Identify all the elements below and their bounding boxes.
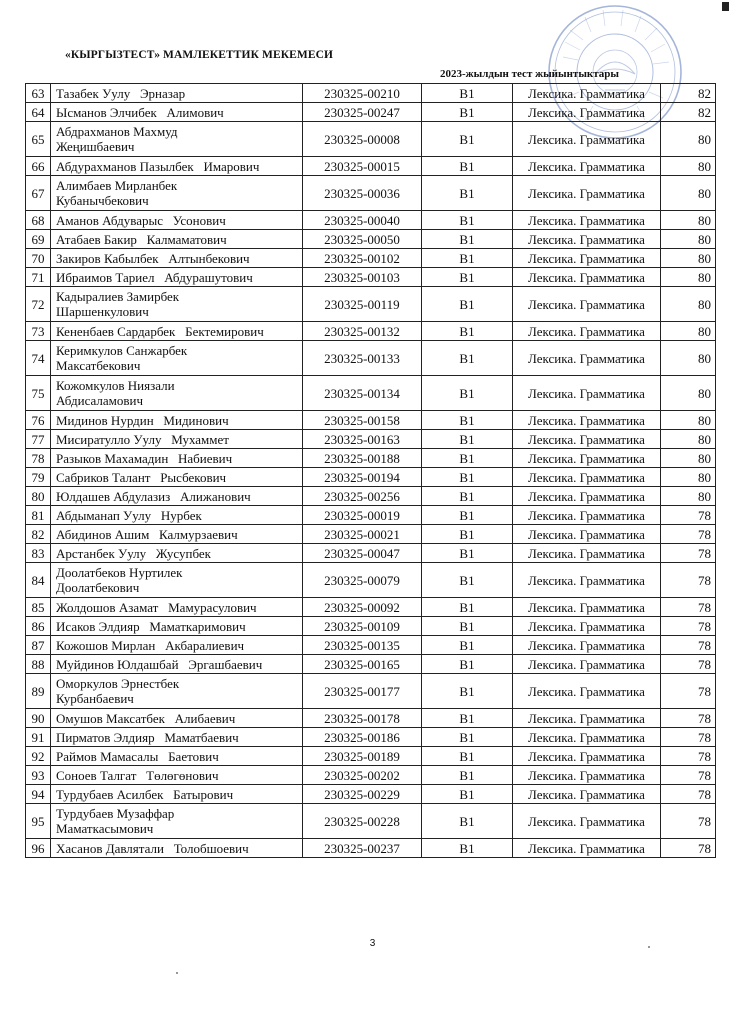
student-name-cell: Разыков Махамадин Набиевич	[51, 449, 303, 468]
score-cell: 80	[661, 322, 716, 341]
student-name-cell: Исаков Элдияр Маматкаримович	[51, 617, 303, 636]
row-number-cell: 92	[26, 747, 51, 766]
student-name-cell: Тазабек Уулу Эрназар	[51, 84, 303, 103]
student-name-cell: Юлдашев Абдулазиз Алижанович	[51, 487, 303, 506]
score-cell: 78	[661, 766, 716, 785]
row-number-cell: 80	[26, 487, 51, 506]
table-row	[26, 563, 716, 598]
student-name-cell: Абдурахманов Пазылбек Имарович	[51, 157, 303, 176]
table-row	[26, 766, 716, 785]
test-section-cell: Лексика. Грамматика	[513, 674, 661, 709]
certificate-code-cell: 230325-00135	[303, 636, 422, 655]
table-row	[26, 249, 716, 268]
certificate-code-cell: 230325-00103	[303, 268, 422, 287]
student-name-cell: Сабриков Талант Рысбекович	[51, 468, 303, 487]
test-section-cell: Лексика. Грамматика	[513, 103, 661, 122]
student-name-cell: Муйдинов Юлдашбай Эргашбаевич	[51, 655, 303, 674]
test-section-cell: Лексика. Грамматика	[513, 449, 661, 468]
level-cell: B1	[422, 322, 513, 341]
score-cell: 80	[661, 430, 716, 449]
level-cell: B1	[422, 176, 513, 211]
test-section-cell: Лексика. Грамматика	[513, 506, 661, 525]
table-row	[26, 211, 716, 230]
level-cell: B1	[422, 709, 513, 728]
table-row	[26, 176, 716, 211]
results-table	[25, 83, 716, 858]
row-number-cell: 94	[26, 785, 51, 804]
score-cell: 80	[661, 211, 716, 230]
score-cell: 80	[661, 468, 716, 487]
row-number-cell: 83	[26, 544, 51, 563]
table-row	[26, 487, 716, 506]
row-number-cell: 66	[26, 157, 51, 176]
score-cell: 78	[661, 709, 716, 728]
table-row	[26, 747, 716, 766]
level-cell: B1	[422, 636, 513, 655]
certificate-code-cell: 230325-00050	[303, 230, 422, 249]
certificate-code-cell: 230325-00163	[303, 430, 422, 449]
test-section-cell: Лексика. Грамматика	[513, 839, 661, 858]
table-row	[26, 411, 716, 430]
level-cell: B1	[422, 506, 513, 525]
score-cell: 78	[661, 728, 716, 747]
level-cell: B1	[422, 211, 513, 230]
student-name-cell: Раймов Мамасалы Баетович	[51, 747, 303, 766]
level-cell: B1	[422, 839, 513, 858]
test-section-cell: Лексика. Грамматика	[513, 636, 661, 655]
test-section-cell: Лексика. Грамматика	[513, 249, 661, 268]
level-cell: B1	[422, 563, 513, 598]
test-section-cell: Лексика. Грамматика	[513, 287, 661, 322]
level-cell: B1	[422, 617, 513, 636]
table-row	[26, 506, 716, 525]
certificate-code-cell: 230325-00119	[303, 287, 422, 322]
test-section-cell: Лексика. Грамматика	[513, 804, 661, 839]
test-section-cell: Лексика. Грамматика	[513, 487, 661, 506]
score-cell: 78	[661, 839, 716, 858]
table-row	[26, 655, 716, 674]
student-name-cell: Турдубаев Асилбек Батырович	[51, 785, 303, 804]
table-row	[26, 268, 716, 287]
results-year-title: 2023-жылдын тест жыйынтыктары	[440, 68, 619, 80]
student-name-cell: Ибраимов Тариел Абдурашутович	[51, 268, 303, 287]
student-name-cell: Алимбаев Мирланбек Кубанычбекович	[51, 176, 303, 211]
organization-title: «КЫРГЫЗТЕСТ» МАМЛЕКЕТТИК МЕКЕМЕСИ	[65, 49, 334, 61]
row-number-cell: 69	[26, 230, 51, 249]
level-cell: B1	[422, 728, 513, 747]
score-cell: 78	[661, 674, 716, 709]
level-cell: B1	[422, 468, 513, 487]
student-name-cell: Аманов Абдуварыс Усонович	[51, 211, 303, 230]
student-name-cell: Атабаев Бакир Калмаматович	[51, 230, 303, 249]
certificate-code-cell: 230325-00247	[303, 103, 422, 122]
score-cell: 80	[661, 230, 716, 249]
score-cell: 78	[661, 563, 716, 598]
table-row	[26, 122, 716, 157]
student-name-cell: Абидинов Ашим Калмурзаевич	[51, 525, 303, 544]
table-row	[26, 376, 716, 411]
row-number-cell: 77	[26, 430, 51, 449]
level-cell: B1	[422, 287, 513, 322]
row-number-cell: 90	[26, 709, 51, 728]
table-row	[26, 287, 716, 322]
test-section-cell: Лексика. Грамматика	[513, 598, 661, 617]
row-number-cell: 87	[26, 636, 51, 655]
table-row	[26, 728, 716, 747]
level-cell: B1	[422, 785, 513, 804]
certificate-code-cell: 230325-00019	[303, 506, 422, 525]
certificate-code-cell: 230325-00228	[303, 804, 422, 839]
student-name-cell: Жолдошов Азамат Мамурасулович	[51, 598, 303, 617]
level-cell: B1	[422, 411, 513, 430]
score-cell: 82	[661, 84, 716, 103]
student-name-cell: Кадыралиев Замирбек Шаршенкулович	[51, 287, 303, 322]
row-number-cell: 96	[26, 839, 51, 858]
test-section-cell: Лексика. Грамматика	[513, 176, 661, 211]
level-cell: B1	[422, 525, 513, 544]
row-number-cell: 81	[26, 506, 51, 525]
row-number-cell: 65	[26, 122, 51, 157]
score-cell: 80	[661, 376, 716, 411]
score-cell: 80	[661, 487, 716, 506]
row-number-cell: 75	[26, 376, 51, 411]
student-name-cell: Арстанбек Уулу Жусупбек	[51, 544, 303, 563]
certificate-code-cell: 230325-00008	[303, 122, 422, 157]
table-row	[26, 785, 716, 804]
certificate-code-cell: 230325-00134	[303, 376, 422, 411]
table-row	[26, 449, 716, 468]
table-row	[26, 84, 716, 103]
row-number-cell: 79	[26, 468, 51, 487]
certificate-code-cell: 230325-00188	[303, 449, 422, 468]
score-cell: 80	[661, 176, 716, 211]
row-number-cell: 86	[26, 617, 51, 636]
test-section-cell: Лексика. Грамматика	[513, 157, 661, 176]
certificate-code-cell: 230325-00079	[303, 563, 422, 598]
student-name-cell: Закиров Кабылбек Алтынбекович	[51, 249, 303, 268]
test-section-cell: Лексика. Грамматика	[513, 84, 661, 103]
certificate-code-cell: 230325-00040	[303, 211, 422, 230]
table-row	[26, 636, 716, 655]
test-section-cell: Лексика. Грамматика	[513, 122, 661, 157]
certificate-code-cell: 230325-00194	[303, 468, 422, 487]
student-name-cell: Кожомкулов Ниязали Абдисаламович	[51, 376, 303, 411]
certificate-code-cell: 230325-00158	[303, 411, 422, 430]
student-name-cell: Кененбаев Сардарбек Бектемирович	[51, 322, 303, 341]
scan-corner-mark	[722, 2, 729, 11]
level-cell: B1	[422, 655, 513, 674]
certificate-code-cell: 230325-00189	[303, 747, 422, 766]
score-cell: 78	[661, 617, 716, 636]
certificate-code-cell: 230325-00229	[303, 785, 422, 804]
score-cell: 80	[661, 449, 716, 468]
student-name-cell: Керимкулов Санжарбек Максатбекович	[51, 341, 303, 376]
certificate-code-cell: 230325-00109	[303, 617, 422, 636]
level-cell: B1	[422, 747, 513, 766]
score-cell: 80	[661, 249, 716, 268]
test-section-cell: Лексика. Грамматика	[513, 430, 661, 449]
test-section-cell: Лексика. Грамматика	[513, 709, 661, 728]
row-number-cell: 70	[26, 249, 51, 268]
score-cell: 78	[661, 544, 716, 563]
score-cell: 78	[661, 525, 716, 544]
scan-speck	[648, 946, 650, 948]
test-section-cell: Лексика. Грамматика	[513, 322, 661, 341]
level-cell: B1	[422, 122, 513, 157]
test-section-cell: Лексика. Грамматика	[513, 211, 661, 230]
table-row	[26, 598, 716, 617]
row-number-cell: 67	[26, 176, 51, 211]
row-number-cell: 68	[26, 211, 51, 230]
row-number-cell: 74	[26, 341, 51, 376]
score-cell: 80	[661, 341, 716, 376]
level-cell: B1	[422, 430, 513, 449]
level-cell: B1	[422, 487, 513, 506]
score-cell: 80	[661, 122, 716, 157]
test-section-cell: Лексика. Грамматика	[513, 785, 661, 804]
student-name-cell: Кожошов Мирлан Акбаралиевич	[51, 636, 303, 655]
level-cell: B1	[422, 766, 513, 785]
row-number-cell: 63	[26, 84, 51, 103]
level-cell: B1	[422, 449, 513, 468]
table-row	[26, 322, 716, 341]
row-number-cell: 78	[26, 449, 51, 468]
certificate-code-cell: 230325-00036	[303, 176, 422, 211]
test-section-cell: Лексика. Грамматика	[513, 655, 661, 674]
test-section-cell: Лексика. Грамматика	[513, 268, 661, 287]
table-row	[26, 430, 716, 449]
level-cell: B1	[422, 84, 513, 103]
test-section-cell: Лексика. Грамматика	[513, 747, 661, 766]
table-row	[26, 804, 716, 839]
table-row	[26, 544, 716, 563]
page-number: 3	[369, 938, 376, 949]
row-number-cell: 88	[26, 655, 51, 674]
level-cell: B1	[422, 103, 513, 122]
table-row	[26, 157, 716, 176]
certificate-code-cell: 230325-00202	[303, 766, 422, 785]
score-cell: 78	[661, 804, 716, 839]
student-name-cell: Оморкулов Эрнестбек Курбанбаевич	[51, 674, 303, 709]
test-section-cell: Лексика. Грамматика	[513, 525, 661, 544]
table-row	[26, 525, 716, 544]
test-section-cell: Лексика. Грамматика	[513, 544, 661, 563]
certificate-code-cell: 230325-00015	[303, 157, 422, 176]
student-name-cell: Пирматов Элдияр Маматбаевич	[51, 728, 303, 747]
test-section-cell: Лексика. Грамматика	[513, 411, 661, 430]
certificate-code-cell: 230325-00237	[303, 839, 422, 858]
table-row	[26, 617, 716, 636]
certificate-code-cell: 230325-00177	[303, 674, 422, 709]
table-row	[26, 230, 716, 249]
table-row	[26, 674, 716, 709]
results-table-body	[26, 84, 716, 858]
certificate-code-cell: 230325-00047	[303, 544, 422, 563]
score-cell: 78	[661, 747, 716, 766]
table-row	[26, 709, 716, 728]
level-cell: B1	[422, 268, 513, 287]
certificate-code-cell: 230325-00178	[303, 709, 422, 728]
score-cell: 78	[661, 655, 716, 674]
test-section-cell: Лексика. Грамматика	[513, 230, 661, 249]
certificate-code-cell: 230325-00092	[303, 598, 422, 617]
level-cell: B1	[422, 544, 513, 563]
certificate-code-cell: 230325-00210	[303, 84, 422, 103]
row-number-cell: 76	[26, 411, 51, 430]
student-name-cell: Абдыманап Уулу Нурбек	[51, 506, 303, 525]
row-number-cell: 73	[26, 322, 51, 341]
student-name-cell: Турдубаев Музаффар Маматкасымович	[51, 804, 303, 839]
certificate-code-cell: 230325-00165	[303, 655, 422, 674]
score-cell: 78	[661, 785, 716, 804]
test-section-cell: Лексика. Грамматика	[513, 766, 661, 785]
level-cell: B1	[422, 341, 513, 376]
table-row	[26, 103, 716, 122]
table-row	[26, 839, 716, 858]
row-number-cell: 84	[26, 563, 51, 598]
score-cell: 82	[661, 103, 716, 122]
level-cell: B1	[422, 249, 513, 268]
table-row	[26, 468, 716, 487]
score-cell: 78	[661, 636, 716, 655]
student-name-cell: Ысманов Элчибек Алимович	[51, 103, 303, 122]
test-section-cell: Лексика. Грамматика	[513, 617, 661, 636]
level-cell: B1	[422, 376, 513, 411]
row-number-cell: 71	[26, 268, 51, 287]
certificate-code-cell: 230325-00256	[303, 487, 422, 506]
level-cell: B1	[422, 230, 513, 249]
certificate-code-cell: 230325-00186	[303, 728, 422, 747]
row-number-cell: 91	[26, 728, 51, 747]
score-cell: 80	[661, 411, 716, 430]
student-name-cell: Абдрахманов Махмуд Жеңишбаевич	[51, 122, 303, 157]
student-name-cell: Доолатбеков Нуртилек Доолатбекович	[51, 563, 303, 598]
row-number-cell: 89	[26, 674, 51, 709]
row-number-cell: 93	[26, 766, 51, 785]
test-section-cell: Лексика. Грамматика	[513, 341, 661, 376]
score-cell: 80	[661, 268, 716, 287]
certificate-code-cell: 230325-00132	[303, 322, 422, 341]
certificate-code-cell: 230325-00133	[303, 341, 422, 376]
level-cell: B1	[422, 804, 513, 839]
score-cell: 80	[661, 287, 716, 322]
row-number-cell: 64	[26, 103, 51, 122]
score-cell: 78	[661, 506, 716, 525]
level-cell: B1	[422, 157, 513, 176]
level-cell: B1	[422, 674, 513, 709]
row-number-cell: 85	[26, 598, 51, 617]
score-cell: 78	[661, 598, 716, 617]
certificate-code-cell: 230325-00102	[303, 249, 422, 268]
test-section-cell: Лексика. Грамматика	[513, 563, 661, 598]
certificate-code-cell: 230325-00021	[303, 525, 422, 544]
student-name-cell: Хасанов Давлятали Толобшоевич	[51, 839, 303, 858]
student-name-cell: Омушов Максатбек Алибаевич	[51, 709, 303, 728]
scan-speck	[176, 972, 178, 974]
student-name-cell: Мисиратулло Уулу Мухаммет	[51, 430, 303, 449]
row-number-cell: 82	[26, 525, 51, 544]
row-number-cell: 72	[26, 287, 51, 322]
row-number-cell: 95	[26, 804, 51, 839]
test-section-cell: Лексика. Грамматика	[513, 728, 661, 747]
student-name-cell: Мидинов Нурдин Мидинович	[51, 411, 303, 430]
test-section-cell: Лексика. Грамматика	[513, 376, 661, 411]
level-cell: B1	[422, 598, 513, 617]
score-cell: 80	[661, 157, 716, 176]
student-name-cell: Соноев Талгат Төлөгөнович	[51, 766, 303, 785]
table-row	[26, 341, 716, 376]
test-section-cell: Лексика. Грамматика	[513, 468, 661, 487]
